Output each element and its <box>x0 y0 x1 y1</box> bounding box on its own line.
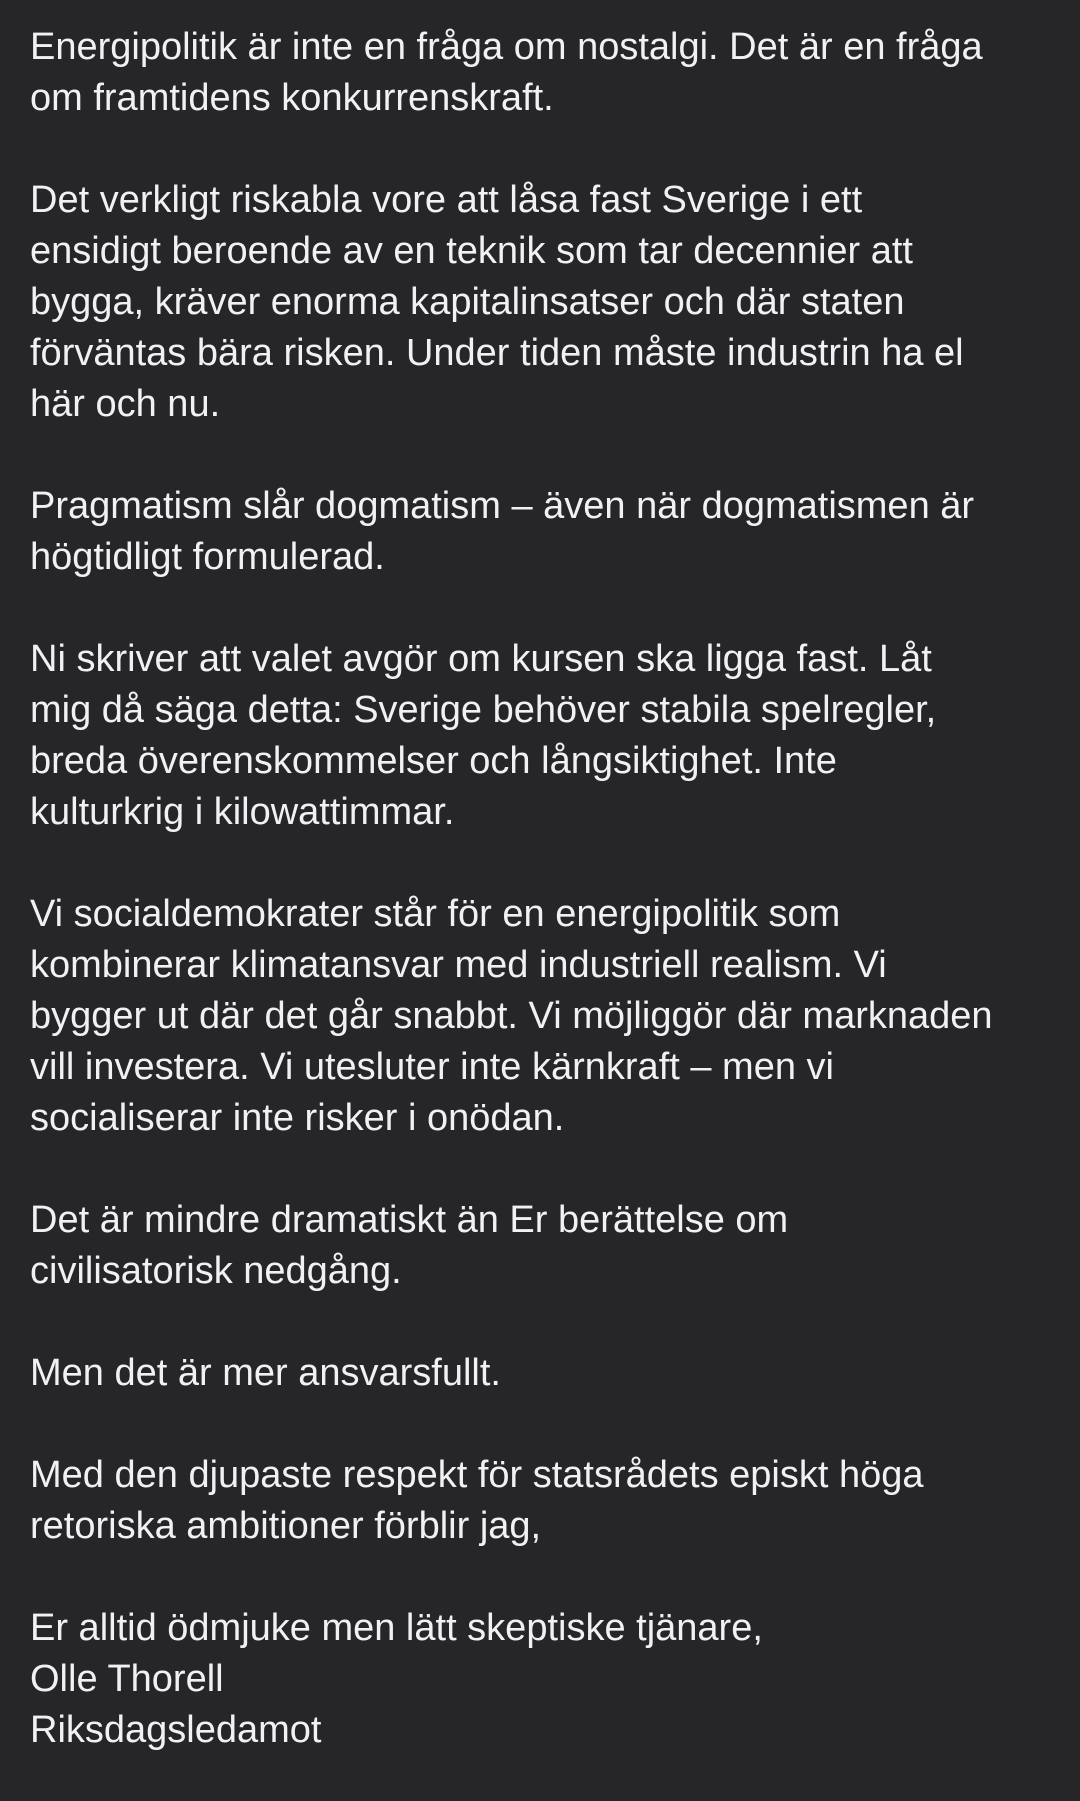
paragraph: Pragmatism slår dogmatism – även när dogmatismen är högtidligt formulerad. <box>30 485 975 578</box>
signature <box>30 1603 1060 1756</box>
paragraph: Med den djupaste respekt för statsrådets episkt höga retoriska ambitioner förblir jag, <box>30 1454 924 1547</box>
post-body <box>30 22 1060 1756</box>
signature-name: Olle Thorell <box>30 1658 224 1700</box>
signature-title: Riksdagsledamot <box>30 1709 322 1751</box>
paragraph: Vi socialdemokrater står för en energipolitik som kombinerar klimatansvar med industriell realism. Vi bygger ut där det går snabbt. Vi möjliggör där marknaden vill investera. Vi utesluter inte kärnkraft – men vi socialiserar inte risker i onödan. <box>30 893 993 1139</box>
paragraph: Ni skriver att valet avgör om kursen ska ligga fast. Låt mig då säga detta: Sverige behöver stabila spelregler, breda överenskommelser och långsiktighet. Inte kulturkrig i kilowattimmar. <box>30 638 937 833</box>
paragraph: Men det är mer ansvarsfullt. <box>30 1352 501 1394</box>
paragraph: Energipolitik är inte en fråga om nostalgi. Det är en fråga om framtidens konkurrenskraft. <box>30 26 983 119</box>
paragraph: Det verkligt riskabla vore att låsa fast Sverige i ett ensidigt beroende av en teknik som tar decennier att bygga, kräver enorma kapitalinsatser och där staten förväntas bära risken. Under tiden måste industrin ha el här och nu. <box>30 179 964 425</box>
paragraph: Det är mindre dramatiskt än Er berättelse om civilisatorisk nedgång. <box>30 1199 789 1292</box>
signature-closing: Er alltid ödmjuke men lätt skeptiske tjänare, <box>30 1607 763 1649</box>
